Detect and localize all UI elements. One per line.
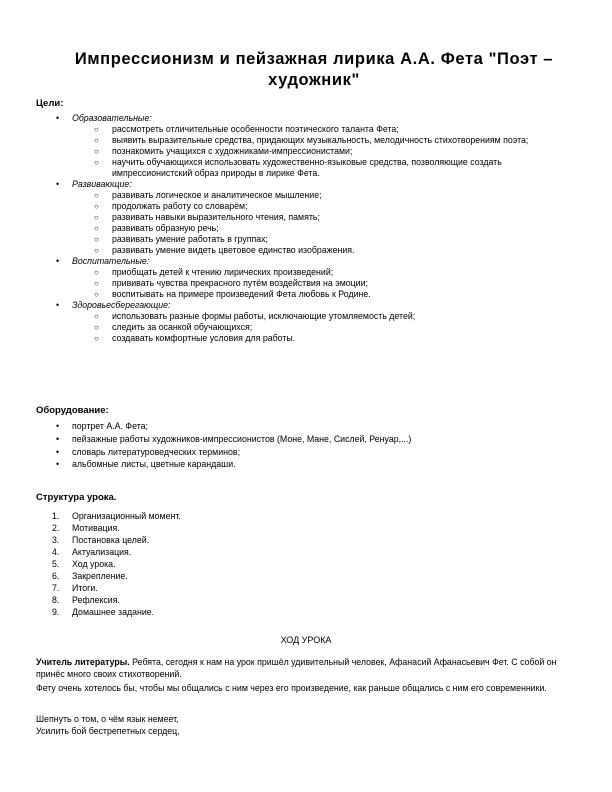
goal-group-title: Образовательные:	[72, 113, 152, 123]
circle-bullet-icon: ○	[94, 323, 99, 332]
list-item: ○ рассмотреть отличительные особенности поэтического таланта Фета;	[94, 124, 399, 134]
bullet-icon: •	[56, 459, 60, 470]
equipment-label: Оборудование:	[36, 405, 109, 416]
list-item: • пейзажные работы художников-импрессионистов (Моне, Мане, Сислей, Ренуар,...)	[56, 433, 412, 444]
list-item: ○ приобщать детей к чтению лирических произведений;	[94, 267, 334, 277]
list-item: 9. Домашнее задание.	[52, 607, 155, 617]
structure-list	[52, 510, 352, 618]
list-item: ○ воспитывать на примере произведений Фета любовь к Родине.	[94, 289, 371, 299]
lesson-paragraph-2: Фету очень хотелось бы, чтобы мы общались с ним через его произведение, как раньше общались с ним его современники.	[36, 683, 547, 693]
bullet-icon: •	[56, 256, 60, 266]
bullet-icon: •	[56, 446, 60, 457]
bullet-icon: •	[56, 179, 60, 189]
goal-group-title: Развивающие:	[72, 179, 132, 189]
lesson-intro-paragraph	[36, 656, 566, 680]
intro-text: Ребята, сегодня к нам на урок пришёл удивительный человек, Афанасий Афанасьевич Фет. С собой он принёс много своих стихотворений.	[36, 657, 557, 679]
goal-group-educational	[52, 113, 572, 179]
goals-list	[52, 113, 572, 344]
poem-line-1: Шепнуть о том, о чём язык немеет,	[36, 714, 179, 724]
list-item: 1. Организационный момент.	[52, 511, 181, 521]
circle-bullet-icon: ○	[94, 334, 99, 343]
circle-bullet-icon: ○	[94, 191, 99, 200]
circle-bullet-icon: ○	[94, 268, 99, 277]
list-item: ○ познакомить учащихся с художниками-импрессионистами;	[94, 146, 353, 156]
equipment-list	[52, 420, 572, 471]
list-item: ○ следить за осанкой обучающихся;	[94, 322, 253, 332]
circle-bullet-icon: ○	[94, 235, 99, 244]
goals-label: Цели:	[36, 98, 64, 109]
circle-bullet-icon: ○	[94, 202, 99, 211]
bullet-icon: •	[56, 421, 60, 431]
list-item: • альбомные листы, цветные карандаши.	[56, 459, 236, 470]
list-item: ○ развивать умение работать в группах;	[94, 234, 268, 244]
goal-group-health	[52, 300, 572, 344]
circle-bullet-icon: ○	[94, 147, 99, 156]
speaker-label: Учитель литературы.	[36, 657, 130, 667]
circle-bullet-icon: ○	[94, 312, 99, 321]
list-item: 3. Постановка целей.	[52, 535, 150, 545]
list-item: 5. Ход урока.	[52, 559, 116, 569]
list-item: ○ развивать логическое и аналитическое мышление;	[94, 190, 322, 200]
list-item: 6. Закрепление.	[52, 571, 128, 581]
circle-bullet-icon: ○	[94, 213, 99, 222]
structure-label: Структура урока.	[36, 492, 117, 503]
circle-bullet-icon: ○	[94, 125, 99, 134]
poem-line-2: Усилить бой бестрепетных сердец,	[36, 726, 180, 736]
bullet-icon: •	[56, 433, 60, 444]
goal-group-upbringing	[52, 256, 572, 300]
list-item: ○ развивать умение видеть цветовое единство изображения.	[94, 245, 355, 255]
list-item: ○ прививать чувства прекрасного путём воздействия на эмоции;	[94, 278, 368, 288]
list-item: 7. Итоги.	[52, 583, 98, 593]
bullet-icon: •	[56, 300, 60, 310]
circle-bullet-icon: ○	[94, 290, 99, 299]
circle-bullet-icon: ○	[94, 136, 99, 145]
page-title: Импрессионизм и пейзажная лирика А.А. Фета "Поэт – художник"	[74, 50, 554, 89]
circle-bullet-icon: ○	[94, 279, 99, 288]
list-item: • словарь литературоведческих терминов;	[56, 446, 241, 457]
list-item: 4. Актуализация.	[52, 547, 132, 557]
circle-bullet-icon: ○	[94, 246, 99, 255]
lesson-heading: ХОД УРОКА	[280, 635, 332, 645]
circle-bullet-icon: ○	[94, 158, 99, 167]
list-item: 8. Рефлексия.	[52, 595, 120, 605]
list-item: • портрет А.А. Фета;	[56, 421, 148, 431]
list-item: ○ научить обучающихся использовать художественно-языковые средства, позволяющие создать импрессионистский образ природы в лирике Фета.	[94, 157, 502, 178]
goal-group-title: Воспитательные:	[72, 256, 150, 266]
bullet-icon: •	[56, 113, 60, 123]
list-item: ○ развивать навыки выразительного чтения, память;	[94, 212, 320, 222]
circle-bullet-icon: ○	[94, 224, 99, 233]
list-item: ○ использовать разные формы работы, исключающие утомляемость детей;	[94, 311, 416, 321]
list-item: 2. Мотивация.	[52, 523, 120, 533]
list-item: ○ развивать образную речь;	[94, 223, 219, 233]
list-item: ○ выявить выразительные средства, придающих музыкальность, мелодичность стихотворениям поэта;	[94, 135, 529, 145]
list-item: ○ продолжать работу со словарём;	[94, 201, 248, 211]
goal-group-developing	[52, 179, 572, 256]
list-item: ○ создавать комфортные условия для работы.	[94, 333, 296, 343]
goal-group-title: Здоровьесберегающие:	[72, 300, 171, 310]
